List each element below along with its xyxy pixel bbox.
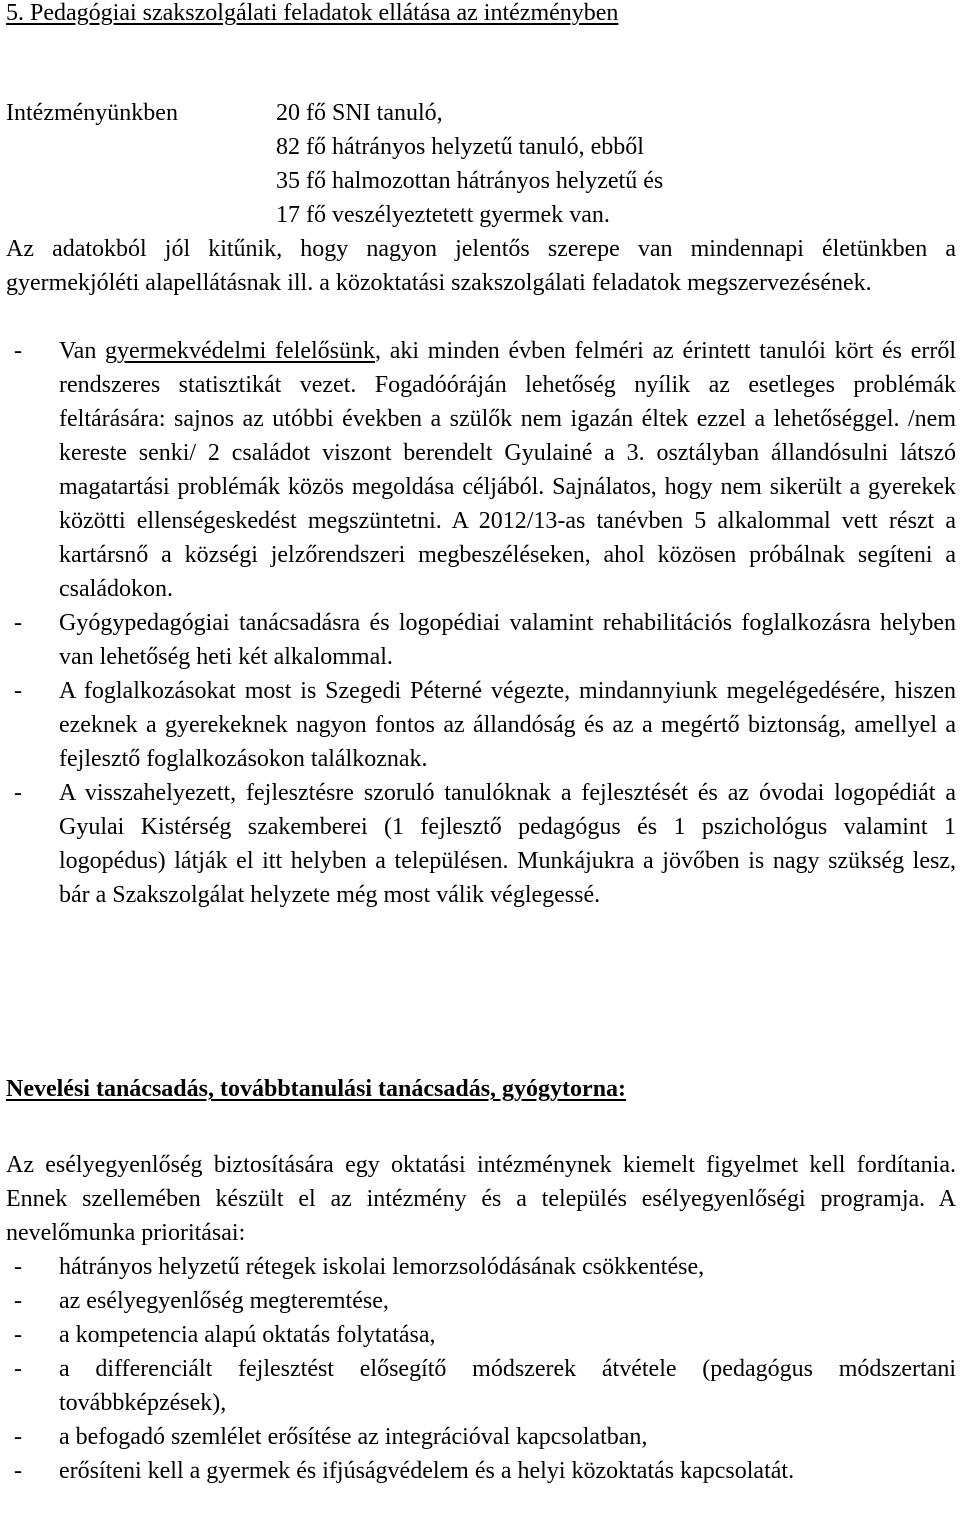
- bullet-dash: -: [14, 338, 22, 364]
- bullet-dash: -: [14, 1458, 22, 1484]
- bullet-dash: -: [14, 1356, 22, 1382]
- bullet-dash: -: [14, 610, 22, 636]
- stats-label: Intézményünkben: [6, 100, 178, 126]
- list-item-text: a kompetencia alapú oktatás folytatása,: [59, 1322, 436, 1348]
- list-item: [6, 776, 956, 912]
- list-item: [6, 1454, 956, 1488]
- bullet-dash: -: [14, 1288, 22, 1314]
- intro-paragraph: Az adatokból jól kitűnik, hogy nagyon jelentős szerepe van mindennapi életünkben a gyermekjóléti alapellátásnak ill. a közoktatási szakszolgálati feladatok megszervezésének.: [6, 236, 956, 296]
- list-item: [6, 606, 956, 674]
- stats-list: [276, 96, 663, 232]
- bullet-dash: -: [14, 678, 22, 704]
- bullet-dash: -: [14, 780, 22, 806]
- list-item: [6, 1352, 956, 1420]
- list-item-text: a befogadó szemlélet erősítése az integrációval kapcsolatban,: [59, 1424, 648, 1450]
- stats-line: 35 fő halmozottan hátrányos helyzetű és: [276, 168, 664, 194]
- equality-paragraph: Az esélyegyenlőség biztosítására egy oktatási intézménynek kiemelt figyelmet kell fordítania. Ennek szellemében készült el az intézmény és a település esélyegyenlőségi programja. A nevelőmunka prioritásai:: [6, 1152, 956, 1246]
- stats-line: 82 fő hátrányos helyzetű tanuló, ebből: [276, 134, 644, 160]
- list-item-text: hátrányos helyzetű rétegek iskolai lemorzsolódásának csökkentése,: [59, 1254, 705, 1280]
- list-item: [6, 1318, 956, 1352]
- list-item: [6, 1420, 956, 1454]
- list-item-text: A foglalkozásokat most is Szegedi Péterné végezte, mindannyiunk megelégedésére, hiszen ezeknek a gyerekeknek nagyon fontos az állandóság és az a megértő biztonság, amellyel a fejlesztő foglalkozásokon találkoznak.: [59, 678, 956, 772]
- list-item: [6, 1250, 956, 1284]
- subsection-heading: Nevelési tanácsadás, továbbtanulási tanácsadás, gyógytorna:: [6, 1076, 627, 1102]
- services-list: [6, 334, 956, 912]
- list-item-text: az esélyegyenlőség megteremtése,: [59, 1288, 389, 1314]
- priorities-list: [6, 1250, 956, 1488]
- stats-line: 20 fő SNI tanuló,: [276, 100, 443, 126]
- list-item-text: erősíteni kell a gyermek és ifjúságvédelem és a helyi közoktatás kapcsolatát.: [59, 1458, 795, 1484]
- stats-line: 17 fő veszélyeztetett gyermek van.: [276, 202, 610, 228]
- list-item-text: Van: [59, 338, 106, 364]
- bullet-dash: -: [14, 1254, 22, 1280]
- section-heading: 5. Pedagógiai szakszolgálati feladatok ellátása az intézményben: [6, 0, 619, 26]
- list-item-text: A visszahelyezett, fejlesztésre szoruló tanulóknak a fejlesztését és az óvodai logopédiát a Gyulai Kistérség szakemberei (1 fejlesztő pedagógus és 1 pszichológus valamint 1 logopédus) látják el itt helyben a településen. Munkájukra a jövőben is nagy szükség lesz, bár a Szakszolgálat helyzete még most válik véglegessé.: [59, 780, 956, 908]
- list-item: [6, 1284, 956, 1318]
- list-item: [6, 334, 956, 606]
- list-item-text: Gyógypedagógiai tanácsadásra és logopédiai valamint rehabilitációs foglalkozásra helyben van lehetőség heti két alkalommal.: [59, 610, 956, 670]
- bullet-dash: -: [14, 1424, 22, 1450]
- list-item: [6, 674, 956, 776]
- list-item-text: , aki minden évben felméri az érintett tanulói kört és erről rendszeres statisztikát vezet. Fogadóóráján lehetőség nyílik az esetleges problémák feltárására: sajnos az utóbbi években a szülők nem igazán éltek ezzel a lehetőséggel. /nem kereste senki/ 2 családot viszont berendelt Gyulainé a 3. osztályban állandósulni látszó magatartási problémák közös megoldása céljából. Sajnálatos, hogy nem sikerült a gyerekek közötti ellenségeskedést megszüntetni. A 2012/13-as tanévben 5 alkalommal vett részt a kartársnő a községi jelzőrendszeri megbeszéléseken, ahol közösen próbálnak segíteni a családokon.: [59, 338, 956, 602]
- bullet-dash: -: [14, 1322, 22, 1348]
- underlined-term: gyermekvédelmi felelősünk: [105, 338, 376, 364]
- list-item-text: a differenciált fejlesztést elősegítő módszerek átvétele (pedagógus módszertani továbbképzések),: [59, 1356, 956, 1416]
